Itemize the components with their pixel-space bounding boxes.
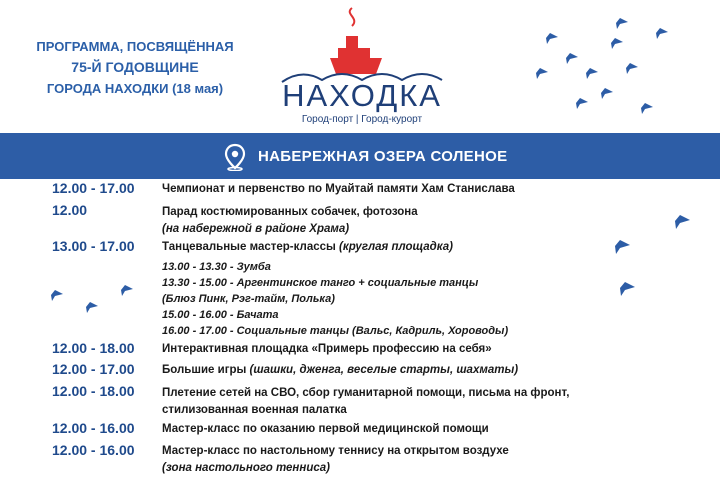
row-text: Большие игры bbox=[162, 364, 247, 376]
birds-left-icon bbox=[40, 280, 150, 320]
map-pin-icon bbox=[222, 143, 248, 171]
row-note-inline: (шашки, дженга, веселые старты, шахматы) bbox=[249, 364, 519, 376]
row-text: Плетение сетей на СВО, сбор гуманитарной помощи, письма на фронт, bbox=[162, 387, 570, 399]
logo-name: НАХОДКА bbox=[282, 78, 442, 113]
row-text-block bbox=[162, 443, 662, 477]
row-time: 12.00 - 18.00 bbox=[52, 383, 135, 399]
row-note: (на набережной в районе Храма) bbox=[162, 223, 350, 235]
logo-tagline: Город-порт | Город-курорт bbox=[301, 114, 423, 125]
row-text-block bbox=[162, 362, 662, 379]
row-text: Интерактивная площадка «Примерь профессию на себя» bbox=[162, 343, 492, 355]
event-title-line3: ГОРОДА НАХОДКИ (18 мая) bbox=[46, 81, 224, 96]
row-note-inline: (круглая площадка) bbox=[339, 241, 453, 253]
row-text: Чемпионат и первенство по Муайтай памяти Хам Станислава bbox=[162, 183, 515, 195]
row-text: Мастер-класс по настольному теннису на открытом воздухе bbox=[162, 445, 509, 457]
row-text-block bbox=[162, 239, 662, 339]
row-text: Парад костюмированных собачек, фотозона bbox=[162, 206, 418, 218]
location-title: НАБЕРЕЖНАЯ ОЗЕРА СОЛЕНОЕ bbox=[258, 148, 508, 165]
event-title bbox=[10, 36, 260, 99]
event-title-line1: ПРОГРАММА, ПОСВЯЩЁННАЯ bbox=[36, 39, 234, 54]
sub-item: 16.00 - 17.00 - Социальные танцы (Вальс, Кадриль, Хороводы) bbox=[162, 325, 509, 337]
row-text-2: стилизованная военная палатка bbox=[162, 404, 347, 416]
birds-right-icon bbox=[605, 210, 715, 310]
sub-item: (Блюз Пинк, Рэг-тайм, Полька) bbox=[162, 293, 335, 305]
row-time: 12.00 - 17.00 bbox=[52, 361, 135, 377]
row-time: 12.00 - 17.00 bbox=[52, 180, 135, 196]
row-text-block bbox=[162, 385, 662, 419]
row-time: 12.00 - 16.00 bbox=[52, 442, 135, 458]
row-note: (зона настольного тенниса) bbox=[162, 462, 330, 474]
birds-decoration-icon bbox=[520, 8, 720, 128]
row-text: Танцевальные мастер-классы bbox=[162, 241, 336, 253]
event-title-line2: 75-Й ГОДОВЩИНЕ bbox=[71, 59, 199, 75]
row-time: 12.00 - 16.00 bbox=[52, 420, 135, 436]
sub-item: 13.30 - 15.00 - Аргентинское танго + социальные танцы bbox=[162, 277, 479, 289]
row-time: 12.00 - 18.00 bbox=[52, 340, 135, 356]
sub-item: 13.00 - 13.30 - Зумба bbox=[162, 261, 271, 273]
row-text-block bbox=[162, 204, 662, 238]
row-time: 13.00 - 17.00 bbox=[52, 238, 135, 254]
sub-item: 15.00 - 16.00 - Бачата bbox=[162, 309, 279, 321]
row-text: Мастер-класс по оказанию первой медицинской помощи bbox=[162, 423, 489, 435]
row-time: 12.00 bbox=[52, 202, 88, 218]
